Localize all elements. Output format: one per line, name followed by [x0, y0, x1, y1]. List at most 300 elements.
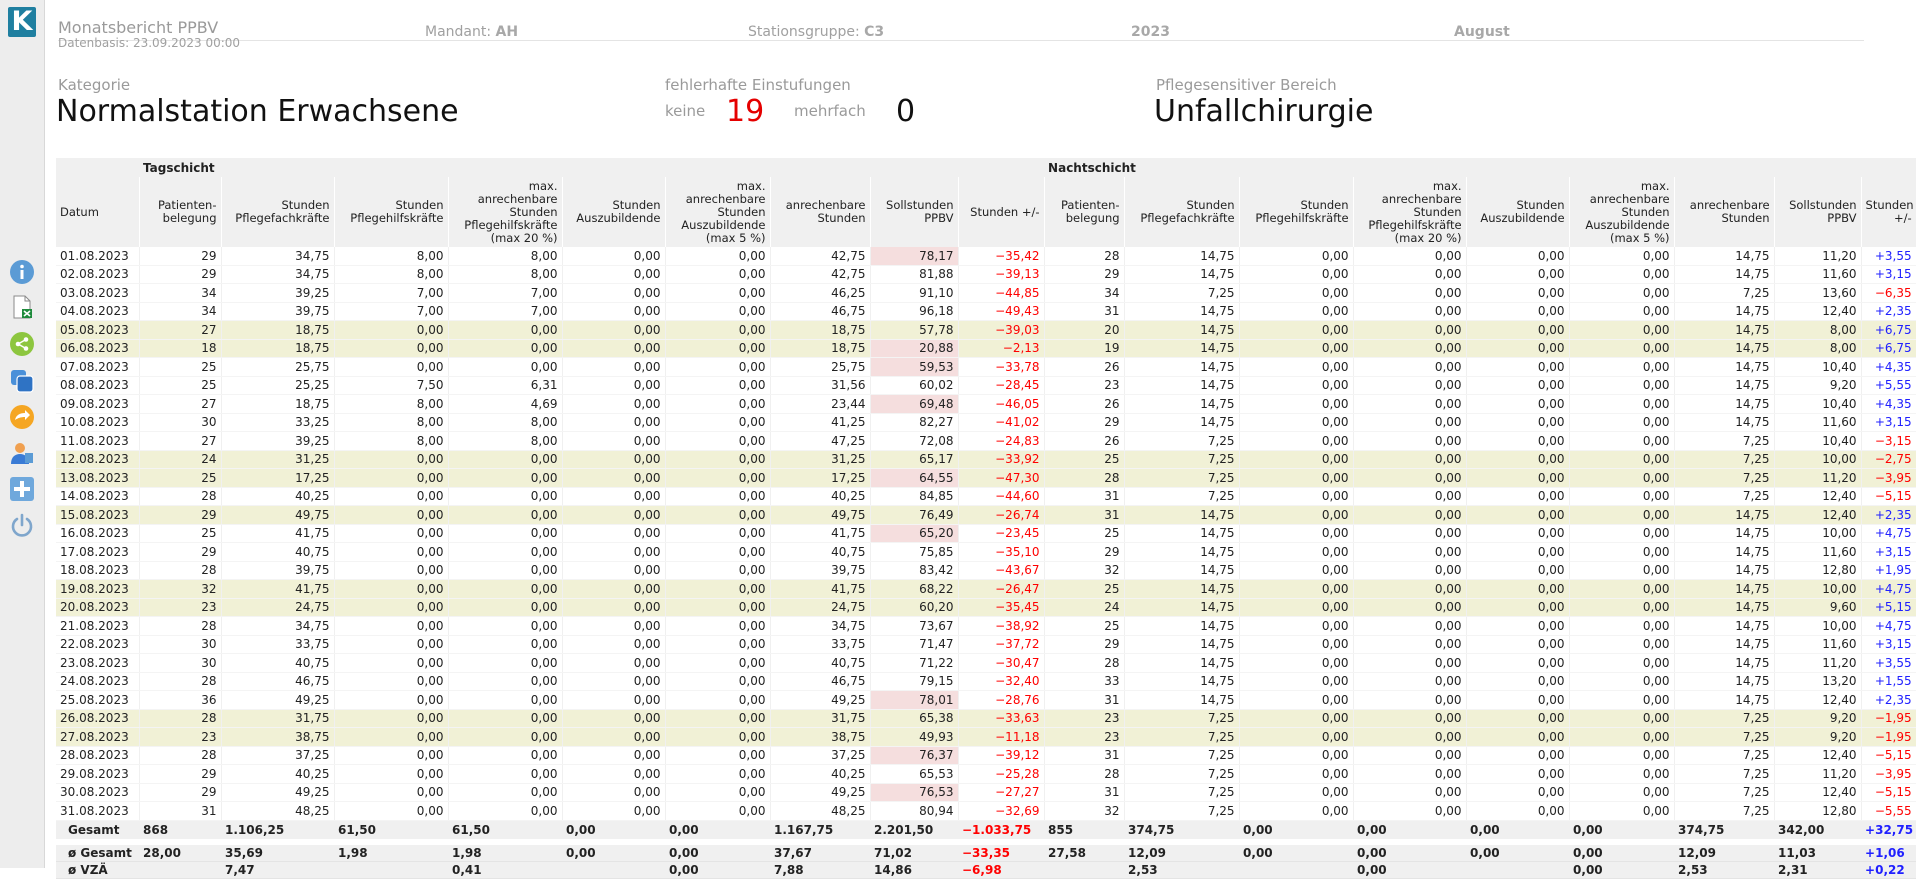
nacht-cell: 0,00: [1569, 247, 1674, 265]
total-row-tag-cell: 61,50: [334, 820, 448, 839]
nacht-cell: 14,75: [1674, 265, 1774, 284]
report-table: [56, 158, 1916, 879]
vza-row-label: ø VZÄ: [56, 861, 139, 878]
total-row-nacht-cell: 0,00: [1353, 820, 1466, 839]
mandant: Mandant: AH: [425, 24, 519, 40]
nacht-cell: 0,00: [1466, 487, 1569, 506]
avg-row-tag-cell: 35,69: [221, 845, 334, 862]
report-header: [58, 0, 1864, 60]
nacht-cell: 0,00: [1353, 709, 1466, 728]
nacht-cell: 14,75: [1124, 321, 1239, 340]
nacht-cell: 12,40: [1774, 487, 1861, 506]
tag-cell: 0,00: [562, 247, 665, 265]
tag-cell: 0,00: [562, 450, 665, 469]
tag-cell: 0,00: [334, 746, 448, 765]
keine-label: keine: [665, 102, 706, 120]
tag-cell: 79,15: [870, 672, 958, 691]
nacht-cell: 9,60: [1774, 598, 1861, 617]
tag-cell: 0,00: [334, 469, 448, 488]
nacht-cell: 14,75: [1124, 506, 1239, 525]
nacht-cell: +3,15: [1861, 413, 1916, 432]
add-icon[interactable]: [9, 476, 35, 502]
nacht-cell: 11,60: [1774, 635, 1861, 654]
tag-cell: 65,53: [870, 765, 958, 784]
fehlerhafte-label: fehlerhafte Einstufungen: [665, 76, 851, 94]
nacht-cell: 0,00: [1239, 413, 1353, 432]
nacht-cell: 31: [1044, 302, 1124, 321]
table-row: [56, 746, 1916, 765]
tag-cell: −37,72: [958, 635, 1044, 654]
col-tag-anrechenbar: anrechenbare Stunden: [770, 177, 870, 247]
copy-icon[interactable]: [9, 368, 35, 394]
nacht-cell: 0,00: [1569, 617, 1674, 636]
tag-cell: 71,22: [870, 654, 958, 673]
tag-cell: 0,00: [562, 376, 665, 395]
tag-cell: 0,00: [448, 358, 562, 377]
nacht-cell: 0,00: [1569, 413, 1674, 432]
total-row-nacht-cell: 855: [1044, 820, 1124, 839]
tag-cell: 18: [139, 339, 221, 358]
col-tag-phk: Stunden Pflegehilfskräfte: [334, 177, 448, 247]
col-nacht-phk: Stunden Pflegehilfskräfte: [1239, 177, 1353, 247]
tag-cell: 0,00: [562, 783, 665, 802]
tag-cell: 29: [139, 265, 221, 284]
nacht-cell: +3,15: [1861, 543, 1916, 562]
total-row-nacht-cell: +32,75: [1861, 820, 1916, 839]
info-icon[interactable]: [9, 259, 35, 285]
date-cell: 14.08.2023: [56, 487, 139, 506]
table-body: [56, 247, 1916, 820]
col-nacht-max-azubi: max. anrechenbare Stunden Auszubildende (max 5 %): [1569, 177, 1674, 247]
nacht-cell: 7,25: [1674, 765, 1774, 784]
tag-cell: 24,75: [221, 598, 334, 617]
tag-cell: 0,00: [448, 728, 562, 747]
nacht-cell: 14,75: [1674, 635, 1774, 654]
nacht-cell: 0,00: [1569, 691, 1674, 710]
tag-cell: 8,00: [334, 395, 448, 414]
tag-cell: −35,42: [958, 247, 1044, 265]
vza-row-nacht-cell: +0,22: [1861, 861, 1916, 878]
nacht-cell: 0,00: [1239, 487, 1353, 506]
user-icon[interactable]: [9, 440, 35, 466]
date-cell: 23.08.2023: [56, 654, 139, 673]
excel-export-icon[interactable]: [9, 294, 35, 320]
tag-cell: 0,00: [562, 302, 665, 321]
nacht-cell: 0,00: [1466, 284, 1569, 303]
nacht-cell: 7,25: [1674, 783, 1774, 802]
nacht-cell: −3,95: [1861, 469, 1916, 488]
tag-cell: 23,44: [770, 395, 870, 414]
tag-cell: 41,75: [221, 580, 334, 599]
tag-cell: 0,00: [448, 469, 562, 488]
nacht-cell: 0,00: [1569, 432, 1674, 451]
nacht-cell: 0,00: [1239, 543, 1353, 562]
avg-row-tag-cell: 0,00: [665, 845, 770, 862]
total-row-nacht-cell: 0,00: [1239, 820, 1353, 839]
tag-cell: 8,00: [448, 432, 562, 451]
tag-cell: 0,00: [448, 321, 562, 340]
date-cell: 06.08.2023: [56, 339, 139, 358]
nacht-cell: 14,75: [1674, 413, 1774, 432]
tag-cell: 0,00: [448, 543, 562, 562]
nacht-cell: 31: [1044, 487, 1124, 506]
tag-cell: 33,75: [770, 635, 870, 654]
nacht-cell: −5,15: [1861, 783, 1916, 802]
nacht-cell: 14,75: [1124, 339, 1239, 358]
nacht-cell: 14,75: [1674, 376, 1774, 395]
nacht-cell: 7,25: [1124, 746, 1239, 765]
nacht-cell: 0,00: [1353, 302, 1466, 321]
tag-cell: 78,01: [870, 691, 958, 710]
tag-cell: 78,17: [870, 247, 958, 265]
nacht-cell: 0,00: [1239, 376, 1353, 395]
avg-row: [56, 845, 1916, 862]
tag-cell: 76,37: [870, 746, 958, 765]
tag-cell: 0,00: [562, 598, 665, 617]
nacht-cell: 0,00: [1353, 543, 1466, 562]
tag-cell: 0,00: [334, 672, 448, 691]
tag-cell: 0,00: [448, 746, 562, 765]
nacht-cell: 7,25: [1124, 728, 1239, 747]
nacht-cell: 13,20: [1774, 672, 1861, 691]
tag-cell: 38,75: [221, 728, 334, 747]
tag-cell: −35,45: [958, 598, 1044, 617]
tag-cell: −33,63: [958, 709, 1044, 728]
nacht-cell: 29: [1044, 635, 1124, 654]
nacht-cell: 10,00: [1774, 580, 1861, 599]
tag-cell: 18,75: [770, 339, 870, 358]
tag-cell: 29: [139, 783, 221, 802]
col-nacht-max-phk: max. anrechenbare Stunden Pflegehilfskräfte (max 20 %): [1353, 177, 1466, 247]
tag-cell: 0,00: [448, 802, 562, 821]
avg-row-tag-cell: 0,00: [562, 845, 665, 862]
tag-cell: 0,00: [562, 691, 665, 710]
nacht-cell: 7,25: [1674, 432, 1774, 451]
power-icon[interactable]: [9, 512, 35, 538]
nacht-cell: 12,80: [1774, 802, 1861, 821]
tag-cell: 25,75: [221, 358, 334, 377]
nacht-cell: 0,00: [1353, 450, 1466, 469]
tag-cell: 49,75: [770, 506, 870, 525]
tag-cell: 41,75: [221, 524, 334, 543]
table-row: [56, 376, 1916, 395]
nacht-cell: 0,00: [1239, 654, 1353, 673]
nacht-cell: 23: [1044, 376, 1124, 395]
tag-cell: −25,28: [958, 765, 1044, 784]
avg-row-nacht-cell: 0,00: [1466, 845, 1569, 862]
tag-cell: 17,25: [221, 469, 334, 488]
table-row: [56, 284, 1916, 303]
date-cell: 27.08.2023: [56, 728, 139, 747]
tag-cell: 0,00: [562, 543, 665, 562]
table-row: [56, 617, 1916, 636]
avg-row-tag-cell: −33,35: [958, 845, 1044, 862]
nacht-cell: 0,00: [1353, 265, 1466, 284]
stationsgruppe: Stationsgruppe: C3: [748, 24, 885, 40]
tag-cell: 34,75: [221, 265, 334, 284]
tag-cell: 0,00: [334, 450, 448, 469]
nacht-cell: 11,20: [1774, 469, 1861, 488]
tagschicht-label: Tagschicht: [139, 158, 1044, 177]
col-nacht-pfk: Stunden Pflegefachkräfte: [1124, 177, 1239, 247]
table-row: [56, 506, 1916, 525]
table-row: [56, 450, 1916, 469]
nacht-cell: +1,55: [1861, 672, 1916, 691]
total-row: [56, 820, 1916, 839]
nacht-cell: 10,40: [1774, 395, 1861, 414]
nacht-cell: 10,00: [1774, 524, 1861, 543]
mehrfach-label: mehrfach: [794, 102, 866, 120]
table-row: [56, 524, 1916, 543]
tag-cell: 0,00: [562, 358, 665, 377]
nacht-cell: 0,00: [1239, 524, 1353, 543]
total-row-tag-cell: 2.201,50: [870, 820, 958, 839]
date-cell: 22.08.2023: [56, 635, 139, 654]
nacht-cell: 0,00: [1569, 635, 1674, 654]
nacht-cell: 0,00: [1239, 395, 1353, 414]
nacht-cell: 7,25: [1124, 709, 1239, 728]
nacht-cell: 0,00: [1353, 728, 1466, 747]
nacht-cell: 0,00: [1353, 413, 1466, 432]
tag-cell: 8,00: [448, 265, 562, 284]
vza-row-nacht-cell: 2,53: [1124, 861, 1239, 878]
total-row-tag-cell: 61,50: [448, 820, 562, 839]
nacht-cell: 14,75: [1674, 598, 1774, 617]
nacht-cell: 11,60: [1774, 543, 1861, 562]
nacht-cell: 0,00: [1569, 765, 1674, 784]
nacht-cell: +3,55: [1861, 654, 1916, 673]
nacht-cell: 0,00: [1466, 691, 1569, 710]
app-logo: K: [8, 7, 36, 37]
tag-cell: 65,17: [870, 450, 958, 469]
col-tag-diff: Stunden +/-: [958, 177, 1044, 247]
nacht-cell: 20: [1044, 321, 1124, 340]
tag-cell: 7,50: [334, 376, 448, 395]
nacht-cell: 0,00: [1353, 487, 1466, 506]
vza-row-tag-cell: 14,86: [870, 861, 958, 878]
tag-cell: 0,00: [665, 765, 770, 784]
date-cell: 31.08.2023: [56, 802, 139, 821]
tag-cell: 0,00: [334, 802, 448, 821]
nacht-cell: +5,15: [1861, 598, 1916, 617]
col-datum: Datum: [56, 177, 139, 247]
tag-cell: 41,25: [770, 413, 870, 432]
table-row: [56, 709, 1916, 728]
nacht-cell: 31: [1044, 506, 1124, 525]
tag-cell: 0,00: [334, 580, 448, 599]
tag-cell: 0,00: [334, 654, 448, 673]
datenbasis: Datenbasis: 23.09.2023 00:00: [58, 36, 241, 50]
tag-cell: 0,00: [665, 691, 770, 710]
tag-cell: −41,02: [958, 413, 1044, 432]
nacht-cell: 0,00: [1353, 691, 1466, 710]
tag-cell: 0,00: [448, 580, 562, 599]
total-row-nacht-cell: 342,00: [1774, 820, 1861, 839]
table-row: [56, 672, 1916, 691]
nacht-cell: 0,00: [1569, 487, 1674, 506]
tag-cell: 49,25: [221, 783, 334, 802]
tag-cell: −38,92: [958, 617, 1044, 636]
tag-cell: −49,43: [958, 302, 1044, 321]
nacht-cell: 26: [1044, 358, 1124, 377]
date-cell: 02.08.2023: [56, 265, 139, 284]
nacht-cell: 0,00: [1466, 672, 1569, 691]
nacht-cell: 7,25: [1674, 802, 1774, 821]
nacht-cell: 0,00: [1466, 524, 1569, 543]
tag-cell: 83,42: [870, 561, 958, 580]
tag-cell: 0,00: [562, 746, 665, 765]
date-cell: 17.08.2023: [56, 543, 139, 562]
tag-cell: 17,25: [770, 469, 870, 488]
nacht-cell: 0,00: [1239, 321, 1353, 340]
total-row-label: Gesamt: [56, 820, 139, 839]
total-row-nacht-cell: 0,00: [1466, 820, 1569, 839]
nacht-cell: 14,75: [1124, 691, 1239, 710]
tag-cell: 0,00: [334, 783, 448, 802]
nacht-cell: 0,00: [1353, 395, 1466, 414]
nacht-cell: 32: [1044, 802, 1124, 821]
tag-cell: 72,08: [870, 432, 958, 451]
nacht-cell: 14,75: [1674, 580, 1774, 599]
nacht-cell: 34: [1044, 284, 1124, 303]
tag-cell: 28: [139, 709, 221, 728]
nacht-cell: 14,75: [1674, 654, 1774, 673]
tag-cell: 8,00: [448, 247, 562, 265]
tag-cell: 32: [139, 580, 221, 599]
tag-cell: 42,75: [770, 265, 870, 284]
nacht-cell: 14,75: [1674, 395, 1774, 414]
nacht-cell: 0,00: [1239, 617, 1353, 636]
nacht-cell: 0,00: [1466, 709, 1569, 728]
nacht-cell: 0,00: [1466, 580, 1569, 599]
nacht-cell: 14,75: [1124, 617, 1239, 636]
nacht-cell: 0,00: [1466, 413, 1569, 432]
tag-cell: −24,83: [958, 432, 1044, 451]
tag-cell: 0,00: [562, 413, 665, 432]
avg-row-tag-cell: 37,67: [770, 845, 870, 862]
nacht-cell: +1,95: [1861, 561, 1916, 580]
forward-icon[interactable]: [9, 404, 35, 430]
col-tag-soll: Sollstunden PPBV: [870, 177, 958, 247]
tag-cell: 0,00: [334, 487, 448, 506]
tag-cell: 65,38: [870, 709, 958, 728]
tag-cell: 25: [139, 376, 221, 395]
date-cell: 04.08.2023: [56, 302, 139, 321]
nacht-cell: 0,00: [1569, 783, 1674, 802]
date-cell: 18.08.2023: [56, 561, 139, 580]
tag-cell: −46,05: [958, 395, 1044, 414]
tag-cell: 96,18: [870, 302, 958, 321]
nacht-cell: 0,00: [1239, 247, 1353, 265]
total-row-tag-cell: 1.106,25: [221, 820, 334, 839]
tag-cell: 18,75: [770, 321, 870, 340]
nacht-cell: 0,00: [1353, 598, 1466, 617]
share-icon[interactable]: [9, 331, 35, 357]
nacht-cell: 0,00: [1466, 395, 1569, 414]
nacht-cell: 14,75: [1674, 561, 1774, 580]
nacht-cell: 0,00: [1353, 524, 1466, 543]
table-row: [56, 561, 1916, 580]
nacht-cell: 12,80: [1774, 561, 1861, 580]
nacht-cell: 0,00: [1353, 654, 1466, 673]
tag-cell: 29: [139, 247, 221, 265]
tag-cell: 46,75: [770, 302, 870, 321]
nacht-cell: 11,20: [1774, 654, 1861, 673]
nacht-cell: 14,75: [1124, 265, 1239, 284]
nacht-cell: −3,95: [1861, 765, 1916, 784]
avg-row-nacht-cell: 0,00: [1569, 845, 1674, 862]
tag-cell: 0,00: [448, 765, 562, 784]
nacht-cell: 28: [1044, 247, 1124, 265]
tag-cell: −32,40: [958, 672, 1044, 691]
mehrfach-value: 0: [896, 94, 916, 129]
tag-cell: 0,00: [448, 487, 562, 506]
nacht-cell: 31: [1044, 691, 1124, 710]
nacht-cell: 0,00: [1569, 543, 1674, 562]
nacht-cell: 14,75: [1124, 524, 1239, 543]
tag-cell: 65,20: [870, 524, 958, 543]
tag-cell: 0,00: [448, 672, 562, 691]
nacht-cell: +2,35: [1861, 691, 1916, 710]
nacht-cell: 14,75: [1124, 543, 1239, 562]
avg-row-nacht-cell: 12,09: [1124, 845, 1239, 862]
header-divider: [58, 40, 1864, 41]
report-month: August: [1454, 24, 1510, 40]
tag-cell: 31,75: [221, 709, 334, 728]
nacht-cell: 0,00: [1466, 635, 1569, 654]
nacht-cell: 0,00: [1239, 802, 1353, 821]
tag-cell: 0,00: [562, 487, 665, 506]
nacht-cell: 24: [1044, 598, 1124, 617]
nacht-cell: +4,75: [1861, 524, 1916, 543]
tag-cell: 27: [139, 395, 221, 414]
nacht-cell: 0,00: [1569, 728, 1674, 747]
nacht-cell: 11,20: [1774, 765, 1861, 784]
tag-cell: 0,00: [665, 783, 770, 802]
tag-cell: 49,25: [221, 691, 334, 710]
nacht-cell: −1,95: [1861, 709, 1916, 728]
nacht-cell: 0,00: [1239, 783, 1353, 802]
nacht-cell: 0,00: [1239, 265, 1353, 284]
nacht-cell: 7,25: [1124, 783, 1239, 802]
pflegesensitiv-label: Pflegesensitiver Bereich: [1156, 76, 1337, 94]
tag-cell: 29: [139, 506, 221, 525]
nacht-cell: 25: [1044, 580, 1124, 599]
nacht-cell: 0,00: [1239, 432, 1353, 451]
nacht-cell: 28: [1044, 469, 1124, 488]
tag-cell: 25: [139, 358, 221, 377]
date-cell: 09.08.2023: [56, 395, 139, 414]
tag-cell: 33,75: [221, 635, 334, 654]
nacht-cell: 14,75: [1124, 247, 1239, 265]
date-cell: 30.08.2023: [56, 783, 139, 802]
col-nacht-diff: Stunden +/-: [1861, 177, 1916, 247]
tag-cell: 46,75: [770, 672, 870, 691]
nacht-cell: 0,00: [1239, 284, 1353, 303]
tag-cell: 69,48: [870, 395, 958, 414]
tag-cell: 0,00: [562, 561, 665, 580]
tag-cell: −35,10: [958, 543, 1044, 562]
nacht-cell: +3,15: [1861, 635, 1916, 654]
pflegesensitiv-value: Unfallchirurgie: [1154, 94, 1374, 129]
kategorie-value: Normalstation Erwachsene: [56, 94, 459, 129]
tag-cell: 39,75: [221, 561, 334, 580]
tag-cell: 0,00: [665, 598, 770, 617]
tag-cell: 75,85: [870, 543, 958, 562]
tag-cell: 0,00: [665, 524, 770, 543]
tag-cell: 0,00: [665, 413, 770, 432]
nacht-cell: 0,00: [1466, 802, 1569, 821]
